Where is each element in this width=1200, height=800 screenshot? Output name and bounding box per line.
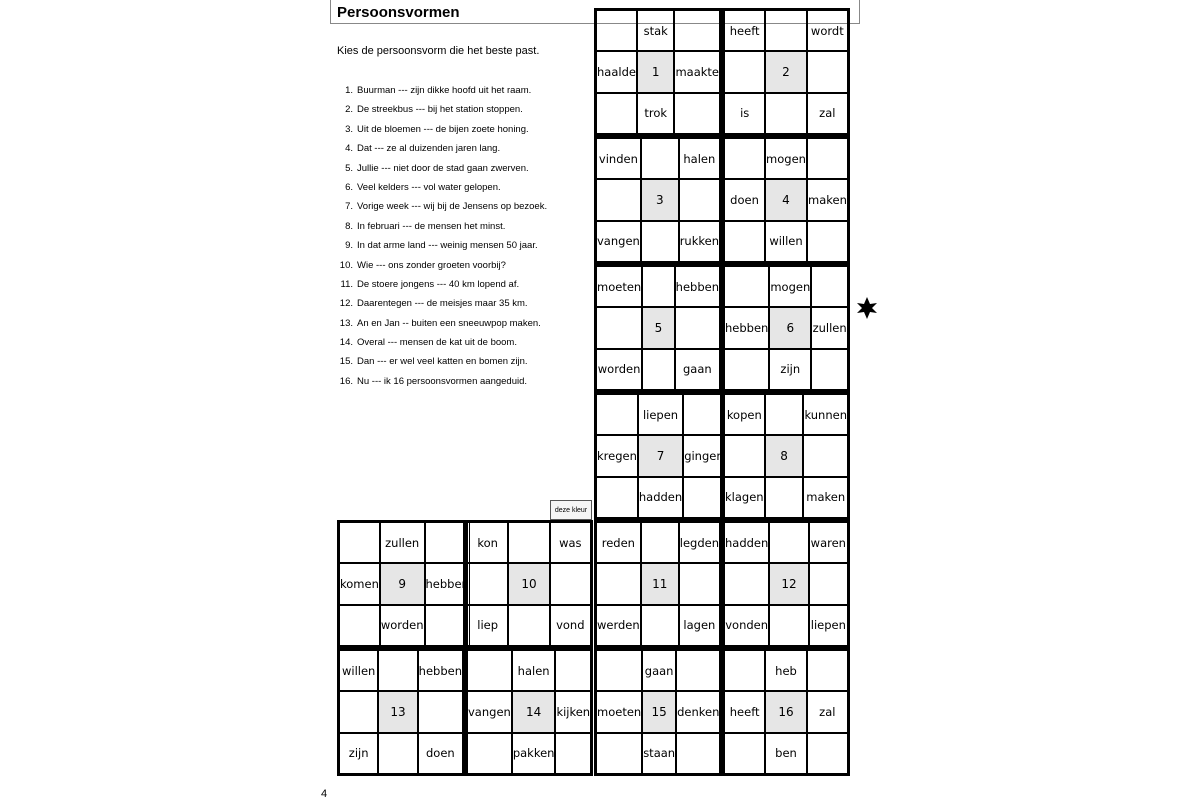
question-item [337, 103, 587, 122]
question-item [337, 297, 587, 316]
word-cell[interactable] [683, 394, 724, 435]
word-cell[interactable] [769, 522, 808, 563]
word-cell[interactable]: halen [679, 138, 720, 179]
word-cell[interactable]: legden [679, 522, 720, 563]
word-cell[interactable]: stak [637, 10, 675, 51]
word-cell[interactable]: doen [724, 179, 765, 220]
question-item [337, 162, 587, 181]
word-cell[interactable] [765, 394, 804, 435]
word-cell[interactable]: hebben [425, 563, 470, 604]
question-text: De streekbus --- bij het station stoppen. [357, 104, 523, 116]
word-cell[interactable]: mogen [765, 138, 807, 179]
answer-cell[interactable]: 15 [642, 691, 676, 732]
word-cell[interactable]: doen [418, 733, 463, 774]
word-cell[interactable]: hebben [675, 266, 720, 307]
word-cell[interactable]: kunnen [803, 394, 848, 435]
word-cell[interactable] [803, 435, 848, 476]
word-cell[interactable] [596, 93, 637, 134]
word-cell[interactable] [676, 733, 720, 774]
question-text: In dat arme land --- weinig mensen 50 jaar. [357, 240, 538, 252]
word-cell[interactable] [641, 605, 679, 646]
word-cell[interactable]: maken [807, 179, 848, 220]
word-cell[interactable] [724, 138, 765, 179]
word-cell[interactable] [467, 650, 512, 691]
word-cell[interactable]: kon [467, 522, 508, 563]
answer-cell[interactable]: 11 [641, 563, 679, 604]
word-cell[interactable] [339, 605, 380, 646]
puzzle-block [594, 136, 722, 264]
word-cell[interactable] [642, 349, 674, 390]
answer-cell[interactable]: 9 [380, 563, 425, 604]
word-cell[interactable] [807, 733, 848, 774]
word-cell[interactable]: vonden [724, 605, 769, 646]
word-cell[interactable] [807, 221, 848, 262]
answer-cell[interactable]: 5 [642, 307, 674, 348]
word-cell[interactable]: zullen [811, 307, 848, 348]
question-number: 9. [345, 240, 353, 252]
word-cell[interactable]: klagen [724, 477, 765, 518]
question-list [337, 84, 587, 394]
word-cell[interactable]: trok [637, 93, 675, 134]
word-cell[interactable]: kopen [724, 394, 765, 435]
question-item [337, 181, 587, 200]
question-text: Dan --- er wel veel katten en bomen zijn. [357, 356, 528, 368]
puzzle-block [594, 648, 722, 776]
word-cell[interactable] [765, 10, 806, 51]
question-text: Dat --- ze al duizenden jaren lang. [357, 143, 501, 155]
puzzle-block [722, 136, 850, 264]
word-cell[interactable]: willen [765, 221, 807, 262]
word-cell[interactable] [596, 563, 641, 604]
word-cell[interactable]: halen [512, 650, 556, 691]
answer-cell[interactable]: 6 [769, 307, 811, 348]
word-cell[interactable]: liep [467, 605, 508, 646]
puzzle-block [722, 8, 850, 136]
word-cell[interactable]: hebben [418, 650, 463, 691]
word-cell[interactable] [641, 221, 679, 262]
question-text: In februari --- de mensen het minst. [357, 220, 506, 232]
word-cell[interactable] [724, 563, 769, 604]
word-cell[interactable] [811, 266, 848, 307]
question-number: 15. [339, 356, 353, 368]
word-cell[interactable]: was [550, 522, 591, 563]
word-cell[interactable]: maakte [674, 51, 720, 92]
question-item [337, 355, 587, 374]
puzzle-block [722, 264, 850, 392]
question-text: Jullie --- niet door de stad gaan zwerven. [357, 162, 529, 174]
word-cell[interactable]: zal [807, 691, 848, 732]
word-cell[interactable] [807, 138, 848, 179]
question-text: Nu --- ik 16 persoonsvormen aangeduid. [357, 375, 528, 387]
question-number: 16. [339, 375, 353, 387]
answer-cell[interactable]: 7 [638, 435, 683, 476]
word-cell[interactable]: liepen [638, 394, 683, 435]
word-cell[interactable]: maken [803, 477, 848, 518]
word-cell[interactable]: liepen [809, 605, 848, 646]
question-item [337, 84, 587, 103]
word-cell[interactable]: rukken [679, 221, 720, 262]
word-cell[interactable]: haalde [596, 51, 637, 92]
word-cell[interactable] [675, 307, 720, 348]
word-cell[interactable] [378, 733, 417, 774]
question-number: 2. [345, 104, 353, 116]
question-number: 7. [345, 201, 353, 213]
question-text: An en Jan -- buiten een sneeuwpop maken. [357, 317, 541, 329]
page-number: 4 [321, 788, 328, 800]
puzzle-block [465, 520, 593, 648]
word-cell[interactable]: gingen [683, 435, 724, 476]
question-number: 3. [345, 123, 353, 135]
word-cell[interactable]: hadden [638, 477, 683, 518]
answer-cell[interactable]: 3 [641, 179, 679, 220]
word-cell[interactable] [467, 733, 512, 774]
question-item [337, 317, 587, 336]
word-cell[interactable]: moeten [596, 266, 642, 307]
word-cell[interactable] [555, 650, 591, 691]
word-cell[interactable] [769, 605, 808, 646]
word-cell[interactable]: vond [550, 605, 591, 646]
word-cell[interactable]: heb [765, 650, 806, 691]
word-cell[interactable] [641, 138, 679, 179]
word-cell[interactable]: vinden [596, 138, 641, 179]
word-cell[interactable]: worden [380, 605, 425, 646]
word-cell[interactable] [555, 733, 591, 774]
question-text: Overal --- mensen de kat uit de boom. [357, 337, 517, 349]
answer-cell[interactable]: 14 [512, 691, 556, 732]
word-cell[interactable] [418, 691, 463, 732]
word-cell[interactable]: zijn [339, 733, 378, 774]
word-cell[interactable] [724, 733, 765, 774]
word-cell[interactable]: heeft [724, 691, 765, 732]
word-cell[interactable]: heeft [724, 10, 765, 51]
question-text: Vorige week --- wij bij de Jensens op bezoek. [357, 201, 548, 213]
word-cell[interactable]: lagen [679, 605, 720, 646]
question-item [337, 200, 587, 219]
question-text: Daarentegen --- de meisjes maar 35 km. [357, 298, 528, 310]
puzzle-block [594, 520, 722, 648]
word-cell[interactable] [807, 51, 848, 92]
word-cell[interactable] [724, 435, 765, 476]
answer-cell[interactable]: 1 [637, 51, 675, 92]
word-cell[interactable] [674, 93, 720, 134]
question-text: Buurman --- zijn dikke hoofd uit het raam. [357, 85, 532, 96]
word-cell[interactable] [809, 563, 848, 604]
word-cell[interactable] [807, 650, 848, 691]
word-cell[interactable] [724, 349, 769, 390]
word-cell[interactable] [339, 691, 378, 732]
word-cell[interactable] [676, 650, 720, 691]
word-cell[interactable] [641, 522, 679, 563]
star-icon [856, 296, 878, 320]
word-cell[interactable]: zullen [380, 522, 425, 563]
question-item [337, 278, 587, 297]
word-cell[interactable]: reden [596, 522, 641, 563]
question-item [337, 220, 587, 239]
word-cell[interactable] [596, 179, 641, 220]
word-cell[interactable] [683, 477, 724, 518]
word-cell[interactable]: gaan [675, 349, 720, 390]
answer-cell[interactable]: 13 [378, 691, 417, 732]
word-cell[interactable] [765, 477, 804, 518]
word-cell[interactable]: zijn [769, 349, 811, 390]
word-cell[interactable]: wordt [807, 10, 848, 51]
word-cell[interactable] [596, 10, 637, 51]
word-cell[interactable] [550, 563, 591, 604]
puzzle-block [594, 8, 722, 136]
puzzle-block [594, 392, 722, 520]
word-cell[interactable]: werden [596, 605, 641, 646]
answer-cell[interactable]: 2 [765, 51, 806, 92]
word-cell[interactable] [596, 477, 638, 518]
word-cell[interactable]: kregen [596, 435, 638, 476]
puzzle-block [722, 648, 850, 776]
word-cell[interactable] [508, 605, 549, 646]
question-number: 4. [345, 143, 353, 155]
word-cell[interactable]: mogen [769, 266, 811, 307]
word-cell[interactable] [425, 522, 470, 563]
question-text: De stoere jongens --- 40 km lopend af. [357, 278, 520, 290]
word-cell[interactable]: worden [596, 349, 642, 390]
word-cell[interactable] [339, 522, 380, 563]
word-cell[interactable]: moeten [596, 691, 642, 732]
question-item [337, 123, 587, 142]
word-cell[interactable]: hebben [724, 307, 769, 348]
question-text: Wie --- ons zonder groeten voorbij? [357, 259, 506, 271]
word-cell[interactable] [596, 307, 642, 348]
question-item [337, 375, 587, 394]
word-cell[interactable]: kijken [555, 691, 591, 732]
word-cell[interactable] [679, 563, 720, 604]
word-cell[interactable] [425, 605, 470, 646]
question-item [337, 239, 587, 258]
word-cell[interactable]: ben [765, 733, 806, 774]
question-item [337, 142, 587, 161]
answer-cell[interactable]: 8 [765, 435, 804, 476]
question-number: 1. [345, 85, 353, 96]
deze-kleur-button[interactable]: deze kleur [550, 500, 592, 520]
answer-cell[interactable]: 10 [508, 563, 549, 604]
question-text: Veel kelders --- vol water gelopen. [357, 181, 501, 193]
word-cell[interactable] [765, 93, 806, 134]
page-title: Persoonsvormen [337, 4, 460, 21]
word-cell[interactable]: zal [807, 93, 848, 134]
question-text: Uit de bloemen --- de bijen zoete honing. [357, 123, 529, 135]
question-number: 6. [345, 181, 353, 193]
word-cell[interactable] [378, 650, 417, 691]
word-cell[interactable] [724, 221, 765, 262]
puzzle-block [722, 520, 850, 648]
word-cell[interactable]: gaan [642, 650, 676, 691]
puzzle-block [337, 648, 465, 776]
word-cell[interactable] [508, 522, 549, 563]
word-cell[interactable]: pakken [512, 733, 556, 774]
word-cell[interactable]: willen [339, 650, 378, 691]
answer-cell[interactable]: 4 [765, 179, 807, 220]
word-cell[interactable] [642, 266, 674, 307]
word-cell[interactable] [679, 179, 720, 220]
question-number: 11. [340, 278, 353, 290]
word-cell[interactable] [596, 394, 638, 435]
question-item [337, 259, 587, 278]
word-cell[interactable] [724, 266, 769, 307]
question-number: 13. [339, 317, 353, 329]
word-cell[interactable]: komen [339, 563, 380, 604]
answer-cell[interactable]: 12 [769, 563, 808, 604]
word-cell[interactable] [596, 650, 642, 691]
word-cell[interactable] [596, 733, 642, 774]
word-cell[interactable]: waren [809, 522, 848, 563]
question-number: 5. [345, 162, 353, 174]
puzzle-block [594, 264, 722, 392]
question-number: 12. [339, 298, 353, 310]
word-cell[interactable]: vangen [596, 221, 641, 262]
word-cell[interactable]: is [724, 93, 765, 134]
question-number: 8. [345, 220, 353, 232]
word-cell[interactable]: vangen [467, 691, 512, 732]
puzzle-block [337, 520, 469, 648]
word-cell[interactable] [811, 349, 848, 390]
answer-cell[interactable]: 16 [765, 691, 806, 732]
word-cell[interactable]: hadden [724, 522, 769, 563]
question-number: 14. [339, 337, 353, 349]
word-cell[interactable] [467, 563, 508, 604]
question-number: 10. [339, 259, 353, 271]
instruction-text: Kies de persoonsvorm die het beste past. [337, 45, 540, 57]
word-cell[interactable]: staan [642, 733, 676, 774]
puzzle-block [722, 392, 850, 520]
puzzle-block [465, 648, 593, 776]
word-cell[interactable] [724, 650, 765, 691]
word-cell[interactable] [724, 51, 765, 92]
word-cell[interactable] [674, 10, 720, 51]
question-item [337, 336, 587, 355]
word-cell[interactable]: denken [676, 691, 720, 732]
